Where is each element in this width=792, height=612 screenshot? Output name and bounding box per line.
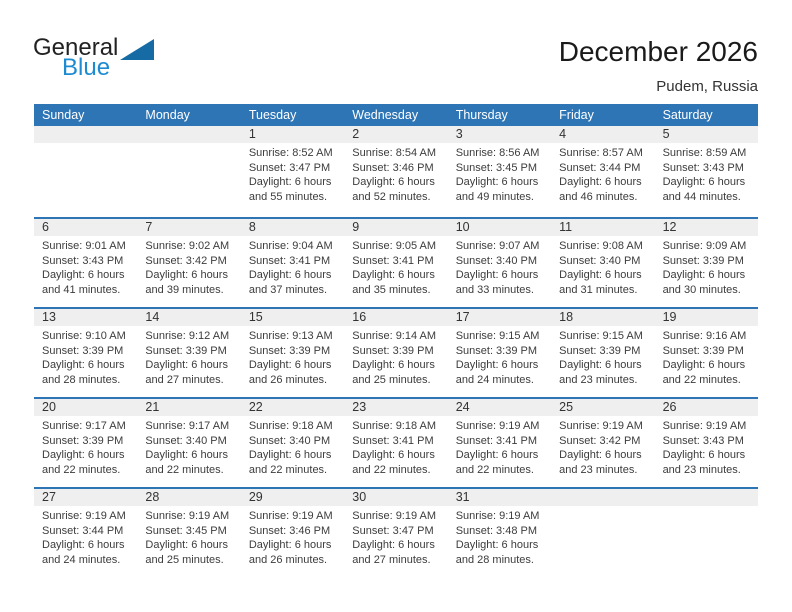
calendar-empty-cell [34,126,137,217]
calendar-empty-cell [655,489,758,577]
day-info-line: Sunrise: 9:17 AM [145,420,230,432]
day-sun-info [448,326,551,387]
day-number: 12 [655,219,758,236]
day-info-line: Daylight: 6 hours [145,449,228,461]
day-sun-info [655,236,758,297]
day-info-line: Sunset: 3:39 PM [559,344,641,357]
day-info-line: Sunrise: 9:18 AM [248,420,333,432]
day-info-line: Sunrise: 9:19 AM [352,510,437,522]
day-info-line: Sunset: 3:39 PM [145,344,227,357]
day-sun-info [241,236,344,297]
day-info-line: and 41 minutes. [42,283,121,296]
day-number: 18 [551,309,654,326]
calendar-day-cell [655,126,758,217]
day-info-line: Sunrise: 9:14 AM [352,330,437,342]
day-info-line: Sunset: 3:42 PM [559,434,641,447]
day-number: 2 [344,126,447,143]
day-info-line: Sunrise: 9:16 AM [662,330,747,342]
day-sun-info [344,143,447,204]
day-sun-info [137,236,240,297]
day-info-line: Sunset: 3:39 PM [352,344,434,357]
calendar-day-cell [137,309,240,397]
day-number: 16 [344,309,447,326]
day-number: 7 [137,219,240,236]
day-info-line: and 23 minutes. [559,463,638,476]
day-info-line: and 26 minutes. [248,553,328,566]
day-info-line: Daylight: 6 hours [248,539,332,551]
day-info-line: Daylight: 6 hours [352,359,435,371]
day-sun-info [448,143,551,204]
day-sun-info [34,506,137,567]
day-number: 20 [34,399,137,416]
day-info-line: Sunset: 3:43 PM [662,434,744,447]
day-info-line: Sunset: 3:39 PM [662,254,744,267]
day-info-line: Sunset: 3:41 PM [352,254,434,267]
weekday-header-monday: Monday [145,108,190,122]
day-info-line: Daylight: 6 hours [559,359,642,371]
day-info-line: Daylight: 6 hours [42,539,125,551]
calendar-day-cell [551,399,654,487]
week-row [34,126,758,217]
day-info-line: Sunrise: 9:19 AM [559,420,643,432]
day-info-line: and 31 minutes. [559,283,638,296]
calendar-day-cell [551,309,654,397]
day-number: 24 [448,399,551,416]
day-sun-info [241,416,344,477]
day-sun-info [551,506,654,509]
calendar-day-cell [344,489,447,577]
day-info-line: Daylight: 6 hours [248,176,332,188]
day-info-line: Sunset: 3:40 PM [248,434,331,447]
day-info-line: and 28 minutes. [455,553,534,566]
day-info-line: Sunrise: 9:07 AM [455,240,540,252]
day-info-line: Daylight: 6 hours [352,449,435,461]
weekday-header-row [34,104,758,126]
day-info-line: and 39 minutes. [145,283,224,296]
day-number: 8 [241,219,344,236]
day-sun-info [137,416,240,477]
day-info-line: and 28 minutes. [42,373,121,386]
day-info-line: Sunrise: 8:52 AM [248,147,333,159]
day-sun-info [448,416,551,477]
day-info-line: Daylight: 6 hours [352,539,435,551]
day-sun-info [655,506,758,509]
day-info-line: Sunset: 3:43 PM [42,254,124,267]
day-info-line: Sunrise: 8:59 AM [662,147,747,159]
day-number: 17 [448,309,551,326]
day-number [655,489,758,506]
day-info-line: Sunrise: 9:02 AM [145,240,230,252]
day-info-line: Daylight: 6 hours [455,269,539,281]
week-row [34,217,758,307]
day-number: 3 [448,126,551,143]
day-info-line: Daylight: 6 hours [42,359,125,371]
day-info-line: Sunset: 3:44 PM [559,161,641,174]
calendar-day-cell [34,399,137,487]
day-info-line: Daylight: 6 hours [455,539,539,551]
calendar-day-cell [551,126,654,217]
calendar-day-cell [655,309,758,397]
day-number: 15 [241,309,344,326]
day-info-line: Sunrise: 9:17 AM [42,420,126,432]
day-info-line: Sunrise: 9:05 AM [352,240,437,252]
day-info-line: Sunrise: 9:18 AM [352,420,437,432]
day-info-line: and 46 minutes. [559,190,638,203]
day-info-line: Sunrise: 9:19 AM [248,510,333,522]
day-info-line: Sunrise: 9:09 AM [662,240,747,252]
week-row [34,307,758,397]
day-number: 14 [137,309,240,326]
day-info-line: and 33 minutes. [455,283,534,296]
day-sun-info [241,143,344,204]
week-row [34,487,758,577]
day-info-line: Sunrise: 9:15 AM [559,330,643,342]
day-info-line: Sunset: 3:48 PM [455,524,538,537]
day-info-line: Sunrise: 9:19 AM [455,420,540,432]
day-number [34,126,137,143]
day-number: 22 [241,399,344,416]
calendar-day-cell [137,489,240,577]
day-sun-info [344,236,447,297]
day-info-line: Sunset: 3:46 PM [352,161,434,174]
day-info-line: Daylight: 6 hours [248,359,332,371]
day-info-line: Sunrise: 8:57 AM [559,147,643,159]
weekday-header-friday: Friday [559,108,594,122]
day-info-line: Sunset: 3:45 PM [145,524,227,537]
calendar-table [34,104,758,577]
day-number: 25 [551,399,654,416]
day-info-line: and 22 minutes. [42,463,121,476]
day-info-line: and 27 minutes. [145,373,224,386]
day-info-line: Daylight: 6 hours [42,269,125,281]
day-info-line: Sunrise: 9:19 AM [662,420,747,432]
logo-triangle-icon [120,39,154,60]
calendar-day-cell [344,126,447,217]
day-info-line: Daylight: 6 hours [559,269,642,281]
day-info-line: and 25 minutes. [352,373,431,386]
day-info-line: Daylight: 6 hours [662,449,746,461]
day-info-line: and 35 minutes. [352,283,431,296]
day-sun-info [34,416,137,477]
calendar-day-cell [655,219,758,307]
day-sun-info [34,236,137,297]
day-info-line: and 26 minutes. [248,373,328,386]
day-number [137,126,240,143]
weekday-header-sunday: Sunday [42,108,85,122]
day-info-line: Sunset: 3:40 PM [455,254,538,267]
day-info-line: Daylight: 6 hours [145,539,228,551]
day-number: 4 [551,126,654,143]
calendar-day-cell [241,219,344,307]
day-info-line: Daylight: 6 hours [559,449,642,461]
day-info-line: Sunset: 3:39 PM [42,344,124,357]
day-number: 30 [344,489,447,506]
day-sun-info [448,506,551,567]
day-number: 27 [34,489,137,506]
calendar-day-cell [34,489,137,577]
day-number: 10 [448,219,551,236]
day-info-line: Daylight: 6 hours [145,269,228,281]
day-info-line: Sunrise: 9:12 AM [145,330,230,342]
day-info-line: Sunrise: 9:08 AM [559,240,643,252]
day-info-line: and 37 minutes. [248,283,328,296]
day-info-line: Sunset: 3:42 PM [145,254,227,267]
day-info-line: Daylight: 6 hours [662,176,746,188]
day-info-line: and 22 minutes. [455,463,534,476]
day-info-line: Sunrise: 9:13 AM [248,330,333,342]
day-info-line: and 22 minutes. [352,463,431,476]
day-info-line: Sunset: 3:41 PM [248,254,331,267]
day-info-line: Sunrise: 9:10 AM [42,330,126,342]
day-sun-info [551,236,654,297]
day-info-line: and 30 minutes. [662,283,741,296]
day-info-line: and 25 minutes. [145,553,224,566]
day-info-line: Sunset: 3:39 PM [662,344,744,357]
day-info-line: Sunrise: 9:19 AM [145,510,230,522]
day-info-line: Sunset: 3:39 PM [248,344,331,357]
day-number: 11 [551,219,654,236]
day-number: 31 [448,489,551,506]
calendar-day-cell [344,219,447,307]
day-info-line: Sunset: 3:44 PM [42,524,124,537]
day-info-line: and 24 minutes. [455,373,534,386]
calendar-day-cell [448,219,551,307]
day-info-line: and 44 minutes. [662,190,741,203]
day-info-line: Daylight: 6 hours [248,449,332,461]
calendar-day-cell [137,219,240,307]
day-sun-info [344,416,447,477]
day-number [551,489,654,506]
day-info-line: Sunrise: 9:04 AM [248,240,333,252]
day-info-line: Sunrise: 9:19 AM [42,510,126,522]
calendar-day-cell [448,126,551,217]
weekday-header-thursday: Thursday [455,108,508,122]
day-info-line: Daylight: 6 hours [352,176,435,188]
day-info-line: and 49 minutes. [455,190,534,203]
day-sun-info [344,326,447,387]
day-sun-info [34,143,137,146]
day-info-line: Sunset: 3:40 PM [559,254,641,267]
day-info-line: Daylight: 6 hours [455,359,539,371]
day-sun-info [551,326,654,387]
day-info-line: Sunrise: 8:54 AM [352,147,437,159]
day-sun-info [344,506,447,567]
day-sun-info [137,143,240,146]
day-info-line: Sunset: 3:45 PM [455,161,538,174]
day-info-line: Sunrise: 8:56 AM [455,147,540,159]
day-info-line: and 23 minutes. [559,373,638,386]
day-info-line: Daylight: 6 hours [352,269,435,281]
day-info-line: and 27 minutes. [352,553,431,566]
day-number: 21 [137,399,240,416]
day-number: 26 [655,399,758,416]
calendar-empty-cell [551,489,654,577]
day-info-line: Daylight: 6 hours [455,449,539,461]
calendar-day-cell [34,219,137,307]
day-info-line: and 52 minutes. [352,190,431,203]
day-number: 9 [344,219,447,236]
day-info-line: Sunset: 3:39 PM [455,344,538,357]
day-info-line: and 22 minutes. [248,463,328,476]
calendar-day-cell [241,309,344,397]
day-info-line: Daylight: 6 hours [455,176,539,188]
day-info-line: Sunset: 3:40 PM [145,434,227,447]
calendar-day-cell [551,219,654,307]
day-info-line: Daylight: 6 hours [248,269,332,281]
day-number: 13 [34,309,137,326]
day-info-line: and 55 minutes. [248,190,328,203]
day-info-line: Sunset: 3:47 PM [248,161,331,174]
general-blue-logo [33,34,173,81]
day-info-line: and 22 minutes. [662,373,741,386]
calendar-day-cell [448,489,551,577]
day-sun-info [551,416,654,477]
week-row [34,397,758,487]
day-sun-info [241,506,344,567]
weekday-header-saturday: Saturday [662,108,713,122]
calendar-day-cell [34,309,137,397]
day-number: 6 [34,219,137,236]
day-sun-info [241,326,344,387]
day-info-line: Daylight: 6 hours [42,449,125,461]
day-info-line: Sunset: 3:41 PM [455,434,538,447]
day-sun-info [34,326,137,387]
day-sun-info [655,143,758,204]
day-info-line: Sunset: 3:43 PM [662,161,744,174]
calendar-day-cell [448,399,551,487]
day-info-line: Sunrise: 9:01 AM [42,240,126,252]
day-info-line: Sunrise: 9:15 AM [455,330,540,342]
day-sun-info [655,416,758,477]
calendar-day-cell [344,399,447,487]
logo-text-general: General [33,34,119,61]
calendar-empty-cell [137,126,240,217]
day-number: 23 [344,399,447,416]
weekday-header-wednesday: Wednesday [352,108,419,122]
calendar-day-cell [655,399,758,487]
day-number: 5 [655,126,758,143]
calendar-weeks [34,126,758,577]
page-subtitle: Pudem, Russia [656,78,758,95]
day-sun-info [137,506,240,567]
day-sun-info [551,143,654,204]
day-info-line: and 23 minutes. [662,463,741,476]
day-sun-info [448,236,551,297]
day-info-line: Daylight: 6 hours [662,269,746,281]
calendar-day-cell [137,399,240,487]
calendar-day-cell [241,126,344,217]
day-number: 1 [241,126,344,143]
day-info-line: Daylight: 6 hours [145,359,228,371]
weekday-header-tuesday: Tuesday [248,108,297,122]
day-sun-info [137,326,240,387]
day-info-line: Daylight: 6 hours [662,359,746,371]
day-info-line: Sunset: 3:39 PM [42,434,124,447]
page-title: December 2026 [558,36,758,67]
calendar-day-cell [241,399,344,487]
day-sun-info [655,326,758,387]
logo-text-blue: Blue [62,54,111,81]
day-info-line: Sunrise: 9:19 AM [455,510,540,522]
day-info-line: Sunset: 3:47 PM [352,524,434,537]
day-info-line: Sunset: 3:46 PM [248,524,331,537]
calendar-day-cell [241,489,344,577]
day-info-line: and 22 minutes. [145,463,224,476]
calendar-day-cell [448,309,551,397]
calendar-day-cell [344,309,447,397]
day-info-line: Daylight: 6 hours [559,176,642,188]
day-info-line: Sunset: 3:41 PM [352,434,434,447]
day-number: 28 [137,489,240,506]
day-number: 29 [241,489,344,506]
day-number: 19 [655,309,758,326]
day-info-line: and 24 minutes. [42,553,121,566]
